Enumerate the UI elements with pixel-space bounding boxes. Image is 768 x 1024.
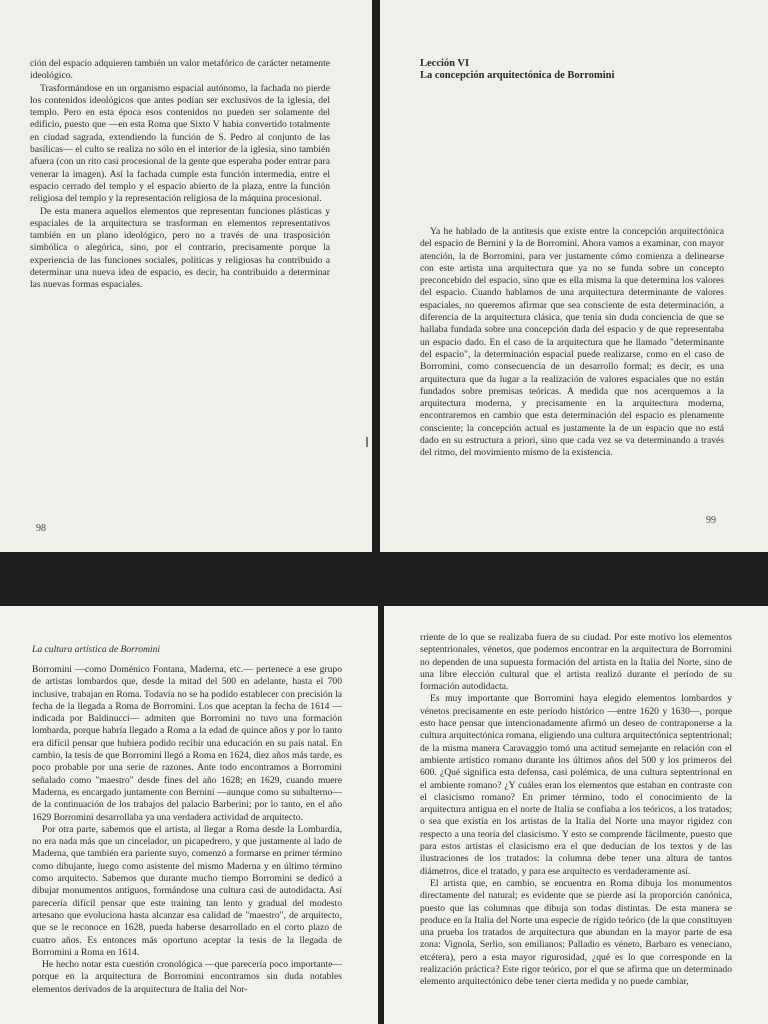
paragraph: rriente de lo que se realizaba fuera de su ciudad. Por este motivo los elementos septentrionales, vénetos, que podemos encontrar en la arquitectura de Borromini no dependen de una supuesta formación del artista en la Italia del Norte, sino de una libre elección cultural que el artista realizó durante el período de su formación autodidacta. (420, 632, 732, 693)
page-continuation (384, 606, 768, 1024)
page-number: 99 (706, 515, 716, 526)
page-borromini-culture (0, 606, 378, 1024)
paragraph: El artista que, en cambio, se encuentra en Roma dibuja los monumentos directamente del natural; es evidente que se pierde así la proporción canónica, puesto que las columnas que dibuja son todas distintas. De esta manera se produce en la Italia del Norte una especie de rígido teórico (de la que constituyen una prueba los tratados de arquitectura que abundan en la mayor parte de esa zona: Vignola, Serlio, son emilianos; Palladio es véneto, Barbaro es veneciano, etcétera), pero a esta mayor rigurosidad, ¿qué es lo que corresponde en la realización práctica? Este rigor teórico, por el que se afirma que un determinado elemento arquitectónico debe tener cierta medida y no puede cambiar, (420, 877, 732, 988)
paragraph: Ya he hablado de la antítesis que existe entre la concepción arquitectónica del espacio de Bernini y la de Borromini. Ahora vamos a examinar, con mayor atención, la de Borromini, para ver justamente cómo comienza a delinearse con este artista una arquitectura que ya no se funda sobre un concepto preconcebido del espacio, sino que es ella misma la que determina los valores del espacio. Cuando hablamos de una arquitectura determinante de valores espaciales, no queremos afirmar que sea consciente de esta determinación, a diferencia de la arquitectura clásica, que tenía sin duda conciencia de que se hallaba fundada sobre una concepción dada del espacio y de que representaba un espacio dado. En el caso de la arquitectura que he llamado "determinante del espacio", la determinación espacial puede realizarse, como en el caso de Borromini, como consecuencia de un desarrollo formal; es decir, es una arquitectura que da lugar a la realización de valores espaciales que no están fundados sobre premisas teóricas. A medida que nos acerquemos a la arquitectura moderna, y precisamente en la arquitectura moderna, encontraremos en cambio que esta determinación del espacio es plenamente consciente; la concepción actual es justamente la de un espacio que no está dado en su estructura a priori, sino que cada vez se va determinando a través del ritmo, del movimiento mismo de la existencia. (420, 226, 724, 459)
paragraph: He hecho notar esta cuestión cronológica —que parecería poco importante— porque en la arquitectura de Borromini encontramos sin duda notables elementos derivados de la arquitectura de Italia del Nor- (32, 959, 342, 995)
margin-mark (366, 437, 368, 447)
page-number: 98 (36, 523, 46, 534)
paragraph: Borromini —como Doménico Fontana, Maderna, etc.— pertenece a ese grupo de artistas lombardos que, desde la mitad del 500 en adelante, hasta el 700 inclusive, trabajan en Roma. Todavía no se ha podido establecer con precisión la fecha de la llegada a Roma de Borromini. Los que aceptan la fecha de 1614 —indicada por Baldinucci— admiten que Borromini no tuvo una formación lombarda, porque habría llegado a Roma a la edad de quince años y por lo tanto era difícil pensar que hubiera podido recibir una educación en su país natal. En cambio, la tesis de que Borromini llegó a Roma en 1624, diez años más tarde, es poco probable por una serie de razones. Ante todo encontramos a Borromini señalado como "maestro" desde fines del año 1628; en 1629, cuando muere Maderna, es encargado juntamente con Bernini —aunque como su subalterno— de la continuación de los trabajos del palacio Barberini; por lo tanto, en el año 1629 Borromini desarrollaba ya una verdadera actividad de arquitecto. (32, 664, 342, 823)
running-head: La cultura artística de Borromini (32, 644, 161, 655)
paragraph: De esta manera aquellos elementos que representan funciones plásticas y espaciales de la arquitectura se trasforman en elementos representativos también en un plano ideológico, pero no a través de una trasposición simbólica o alegórica, sino, por el contrario, precisamente porque la experiencia de las funciones sociales, políticas y religiosas ha contribuido a determinar una nueva idea de espacio, es decir, ha contribuido a determinar las nuevas formas espaciales. (30, 205, 330, 291)
paragraph: Es muy importante que Borromini haya elegido elementos lombardos y vénetos precisamente en este período histórico —entre 1620 y 1630—, porque esto hace pensar que intencionadamente afirmó un deseo de contraponerse a la cultura arquitectónica romana, eligiendo una cultura arquitectónica septentrional; de la misma manera Caravaggio tomó una actitud semejante en relación con el ambiente artístico romano durante los últimos años del 500 y los primeros del 600. ¿Qué significa esta defensa, casi polémica, de una cultura septentrional en el ambiente romano? ¿Y cuáles eran los elementos que estaban en contraste con el clasicismo romano? En primer término, todo el conocimiento de la arquitectura antigua en el norte de Italia se confiaba a los teóricos, a los tratados; o sea que existía en los artistas de la Italia del Norte una mayor rigidez con respecto a una teoría del clasicismo. Y esto se comprende fácilmente, puesto que para estos artistas el clasicismo era el que deducían de los textos y de las ilustraciones de los tratados: la columna debe tener una altura de tantos diámetros, dice el tratado, y para ese arquitecto es verdaderamente así. (420, 693, 732, 877)
paragraph: Por otra parte, sabemos que el artista, al llegar a Roma desde la Lombardía, no era nada más que un cincelador, un picapedrero, y que justamente al lado de Maderna, que también era pariente suyo, comenzó a formarse en primer término como dibujante, luego como asistente del mismo Maderna y en último término como arquitecto. Sabemos que durante mucho tiempo Borromini se dedicó a dibujar monumentos antiguos, formándose una cultura casi de autodidacta. Así parecería difícil pensar que este training tan lento y gradual del modesto artesano que evoluciona hasta alcanzar esa calidad de "maestro", de arquitecto, que se le reconoce en 1628, pueda haberse desarrollado en el corto plazo de cuatro años. Es entonces más oportuno aceptar la tesis de la llegada de Borromini a Roma en 1614. (32, 823, 342, 958)
page-99-body (420, 226, 724, 460)
chapter-title: La concepción arquitectónica de Borromini (420, 70, 615, 81)
paragraph: ción del espacio adquieren también un valor metafórico de carácter netamente ideológico. (30, 58, 330, 82)
page-body (32, 664, 342, 996)
paragraph: Trasformándose en un organismo espacial autónomo, la fachada no pierde los contenidos ideológicos que antes podían ser exclusivos de la iglesia, del templo. Pero en esta época esos contenidos no pueden ser solamente del edificio, puesto que —en esta Roma que Sixto V había convertido totalmente en ciudad sagrada, extendiendo la función de S. Pedro al conjunto de las basílicas— el culto se realiza no sólo en el interior de la iglesia, sino también afuera (con un rito casi procesional de la gente que esperaba poder entrar para venerar la imagen). Así la fachada cumple esta función intermedia, entre el espacio cerrado del templo y el espacio abierto de la plaza, entre la función religiosa del templo y la representación religiosa de la máquina procesional. (30, 82, 330, 205)
page-98-body (30, 58, 330, 292)
page-body (420, 632, 732, 989)
chapter-label: Lección VI (420, 58, 470, 69)
page-99 (380, 0, 768, 552)
page-98 (0, 0, 372, 552)
